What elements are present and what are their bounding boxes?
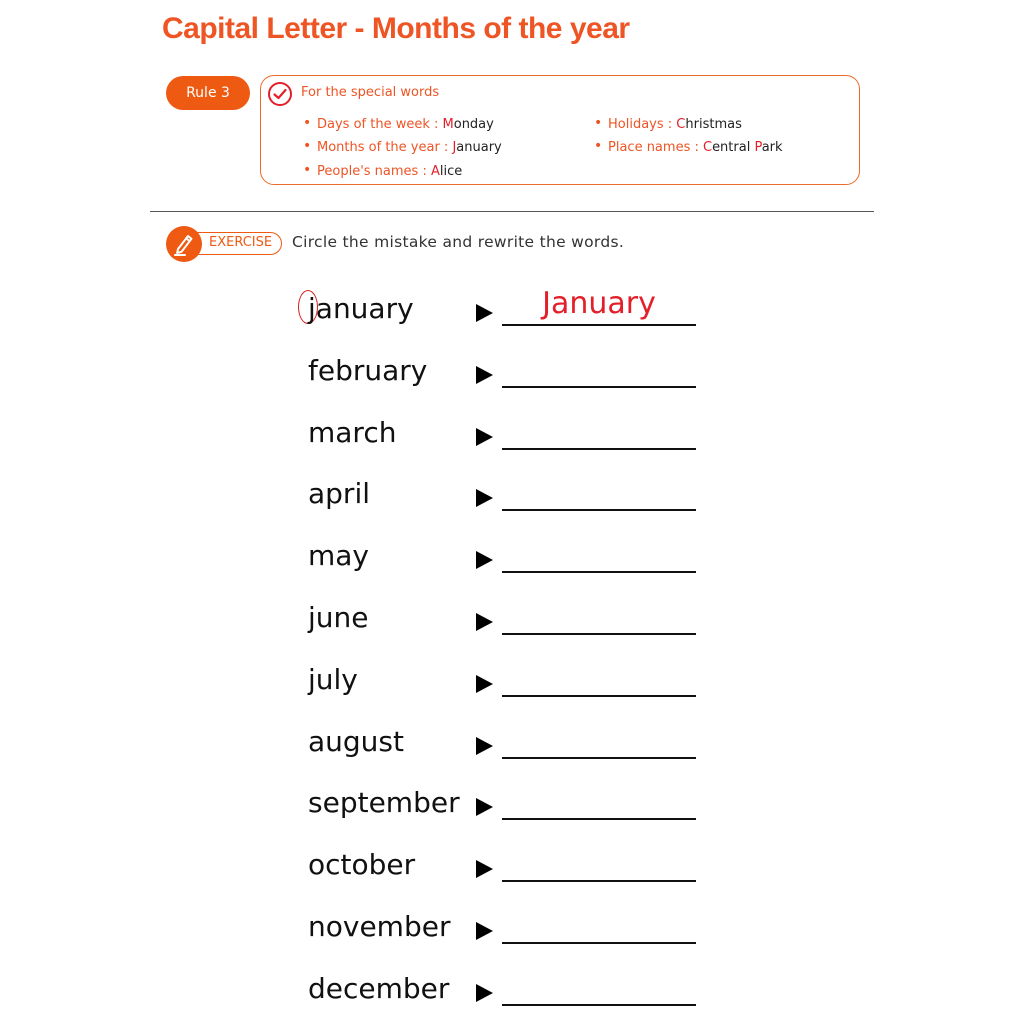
- exercise-row: [0, 416, 1024, 466]
- month-word: april: [308, 477, 371, 511]
- bullet-icon: •: [594, 138, 603, 154]
- exercise-row: [0, 972, 1024, 1022]
- exercise-row: [0, 286, 1024, 342]
- answer-line: [502, 695, 696, 697]
- answer-line: [502, 448, 696, 450]
- bullet-icon: •: [303, 138, 312, 154]
- arrow-right-icon: [476, 860, 493, 878]
- arrow-right-icon: [476, 489, 493, 507]
- arrow-right-icon: [476, 366, 493, 384]
- rule-heading: For the special words: [301, 85, 440, 100]
- month-word: march: [308, 415, 397, 449]
- arrow-right-icon: [476, 675, 493, 693]
- answer-line: [502, 1004, 696, 1006]
- arrow-right-icon: [476, 304, 493, 322]
- month-word: december: [308, 971, 450, 1005]
- rule-item-capital: C: [702, 140, 713, 155]
- rule-item-label: Holidays :: [608, 117, 677, 132]
- rule-item-days: [303, 115, 494, 133]
- exercise-row: [0, 848, 1024, 898]
- exercise-row: [0, 539, 1024, 589]
- answer-line: [502, 757, 696, 759]
- rule-item-capital: C: [676, 117, 686, 132]
- arrow-right-icon: [476, 798, 493, 816]
- rule-item-label: People's names :: [317, 164, 431, 179]
- pencil-icon: [166, 226, 202, 262]
- arrow-right-icon: [476, 922, 493, 940]
- rule-item-example: hristmas: [685, 117, 742, 132]
- month-word: october: [308, 848, 416, 882]
- arrow-right-icon: [476, 551, 493, 569]
- arrow-right-icon: [476, 613, 493, 631]
- exercise-row: [0, 477, 1024, 527]
- exercise-row: [0, 601, 1024, 651]
- exercise-badge: EXERCISE: [176, 232, 282, 255]
- month-word: may: [308, 539, 370, 573]
- rule-item-capital: P: [754, 140, 762, 155]
- rule-item-example: entral: [712, 140, 755, 155]
- rule-item-capital: M: [442, 117, 454, 132]
- month-word: july: [308, 662, 358, 696]
- answer-line: [502, 509, 696, 511]
- answer-line: [502, 571, 696, 573]
- month-word: january: [308, 292, 414, 325]
- section-divider: [150, 211, 874, 212]
- arrow-right-icon: [476, 984, 493, 1002]
- answer-line: [502, 386, 696, 388]
- month-word: february: [308, 353, 428, 387]
- month-word: june: [308, 601, 369, 634]
- rule-item-holidays: [594, 115, 742, 133]
- rule-item-label: Place names :: [608, 140, 703, 155]
- month-word: november: [308, 910, 451, 943]
- exercise-row: [0, 786, 1024, 836]
- rule-item-places: [594, 138, 783, 156]
- rule-item-example: lice: [439, 164, 463, 179]
- answer-line: [502, 324, 696, 326]
- bullet-icon: •: [594, 115, 603, 131]
- rule-item-people: [303, 162, 463, 180]
- rule-item-capital: J: [452, 140, 457, 155]
- rule-box: [260, 75, 860, 185]
- exercise-row: [0, 910, 1024, 960]
- exercise-row: [0, 663, 1024, 713]
- month-word: september: [308, 786, 460, 820]
- answer-text[interactable]: January: [542, 286, 656, 321]
- rule-item-label: Days of the week :: [317, 117, 443, 132]
- rule-item-label: Months of the year :: [317, 140, 453, 155]
- rule-item-example: anuary: [456, 140, 502, 155]
- answer-line: [502, 880, 696, 882]
- arrow-right-icon: [476, 737, 493, 755]
- rule-item-example: ark: [761, 140, 783, 155]
- answer-line: [502, 633, 696, 635]
- answer-line: [502, 818, 696, 820]
- bullet-icon: •: [303, 115, 312, 131]
- bullet-icon: •: [303, 162, 312, 178]
- arrow-right-icon: [476, 428, 493, 446]
- exercise-row: [0, 725, 1024, 775]
- page-title: Capital Letter - Months of the year: [162, 12, 630, 45]
- check-circle-icon: [267, 81, 293, 107]
- month-word: august: [308, 724, 404, 758]
- rule-item-example: onday: [453, 117, 494, 132]
- exercise-instruction: Circle the mistake and rewrite the words.: [292, 233, 625, 251]
- rule-item-capital: A: [430, 164, 440, 179]
- rule-item-months: [303, 138, 502, 156]
- answer-line: [502, 942, 696, 944]
- rule-badge: Rule 3: [166, 76, 250, 110]
- exercise-row: [0, 354, 1024, 404]
